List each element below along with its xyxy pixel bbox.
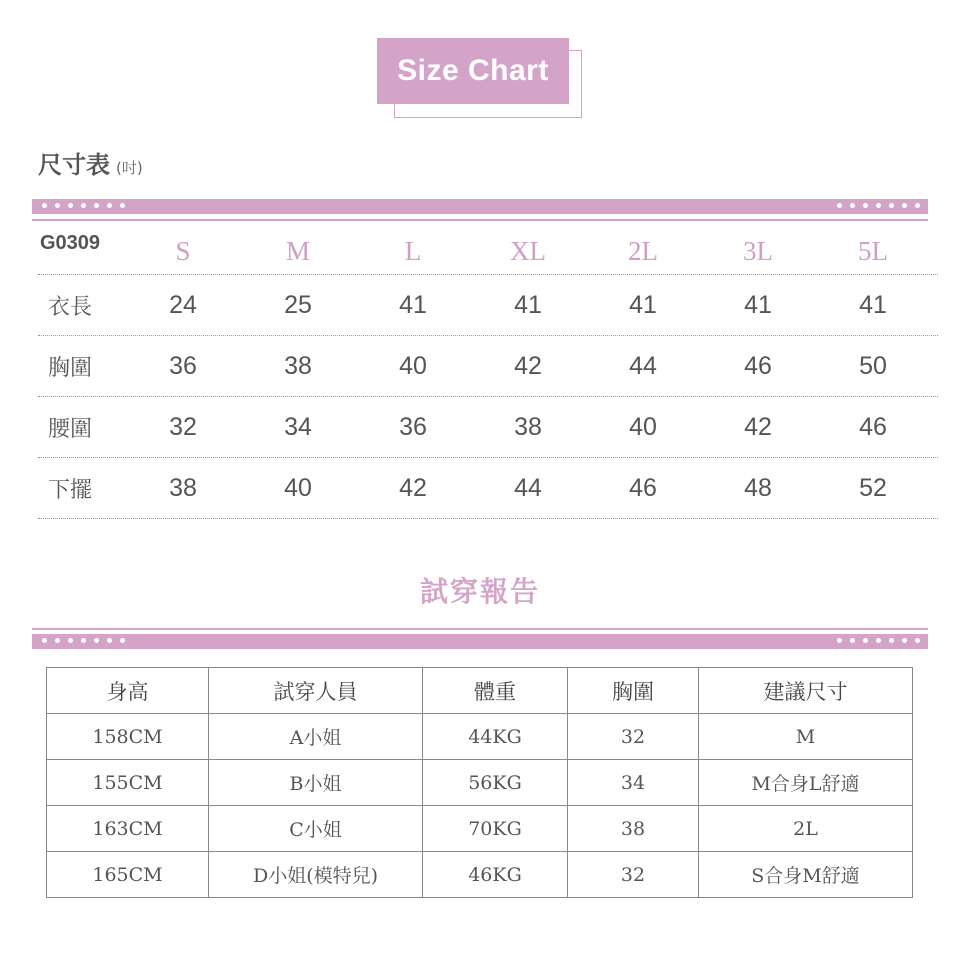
table-cell: 165CM [47,852,209,898]
measure-name: 胸圍 [48,355,93,381]
measure-value: 40 [399,351,427,380]
size-label: M [285,235,310,266]
table-row [47,714,913,760]
table-cell: D小姐(模特兒) [209,852,423,898]
table-cell: 70KG [423,806,568,852]
table-cell: 32 [568,852,699,898]
table-cell: M合身L舒適 [699,760,913,806]
table-cell: 32 [568,714,699,760]
report-title: 試穿報告 [419,575,540,608]
measure-name: 下擺 [48,477,93,503]
measure-value: 42 [399,473,427,502]
measure-value: 42 [744,412,772,441]
table-cell: S合身M舒適 [699,852,913,898]
measure-value: 41 [744,290,772,319]
measure-value: 34 [284,412,312,441]
measure-value: 38 [169,473,197,502]
measure-name: 腰圍 [48,416,93,442]
table-cell: A小姐 [209,714,423,760]
size-label: 2L [628,235,658,266]
table-cell: 34 [568,760,699,806]
size-chart-title-text: 尺寸表 [38,151,110,179]
measure-value: 40 [629,412,657,441]
measure-value: 46 [629,473,657,502]
size-chart-badge [377,38,582,118]
measure-value: 44 [629,351,657,380]
measure-value: 46 [859,412,887,441]
table-cell: C小姐 [209,806,423,852]
size-chart-unit: (吋) [116,159,143,177]
table-cell: M [699,714,913,760]
size-table [38,228,938,519]
measure-value: 24 [169,290,197,319]
size-header-row [38,228,938,275]
measure-row [38,458,938,519]
measure-value: 38 [514,412,542,441]
size-chart-title [38,145,143,180]
header-cell: 建議尺寸 [699,668,913,714]
measure-value: 50 [859,351,887,380]
header-cell: 身高 [47,668,209,714]
table-header-row [47,668,913,714]
table-row [47,806,913,852]
badge-label: Size Chart [397,54,549,87]
table-row [47,852,913,898]
measure-name: 衣長 [48,294,93,320]
product-code: G0309 [40,232,101,254]
table-row [47,760,913,806]
table-cell: 158CM [47,714,209,760]
size-label: XL [510,235,546,266]
table-cell: 44KG [423,714,568,760]
header-cell: 胸圍 [568,668,699,714]
size-label: S [175,235,191,266]
table-cell: 163CM [47,806,209,852]
measure-value: 36 [169,351,197,380]
measure-value: 41 [629,290,657,319]
table-cell: 2L [699,806,913,852]
badge-fill [377,38,569,104]
table-cell: B小姐 [209,760,423,806]
measure-value: 52 [859,473,887,502]
table-cell: 155CM [47,760,209,806]
measure-value: 46 [744,351,772,380]
measure-value: 42 [514,351,542,380]
measure-value: 41 [514,290,542,319]
measure-value: 41 [399,290,427,319]
measure-value: 32 [169,412,197,441]
fitting-report-table [46,667,913,898]
measure-value: 48 [744,473,772,502]
header-cell: 試穿人員 [209,668,423,714]
size-label: 3L [743,235,773,266]
measure-value: 44 [514,473,542,502]
measure-value: 36 [399,412,427,441]
measure-row [38,275,938,336]
table-cell: 46KG [423,852,568,898]
measure-value: 38 [284,351,312,380]
measure-row [38,336,938,397]
measure-value: 41 [859,290,887,319]
size-label: L [404,235,422,266]
measure-value: 25 [284,290,312,319]
measure-value: 40 [284,473,312,502]
size-label: 5L [858,235,888,266]
header-cell: 體重 [423,668,568,714]
measure-row [38,397,938,458]
table-cell: 38 [568,806,699,852]
table-cell: 56KG [423,760,568,806]
